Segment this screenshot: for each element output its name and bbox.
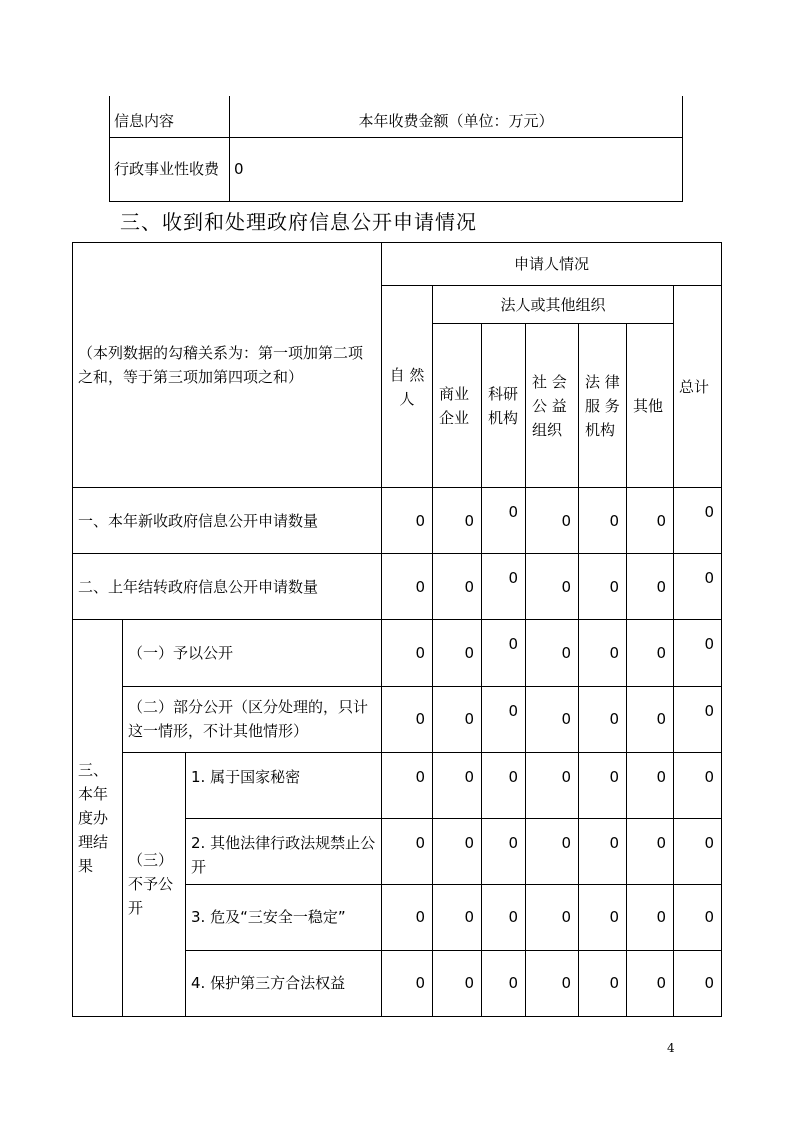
row2-value: 0 xyxy=(656,577,667,596)
fee-row-value: 0 xyxy=(230,138,683,202)
other-header: 其他 xyxy=(627,324,674,488)
row2-label: 二、上年结转政府信息公开申请数量 xyxy=(73,554,382,620)
row3b-value: 0 xyxy=(656,710,667,729)
row3a-value: 0 xyxy=(561,643,572,662)
fee-header-label: 信息内容 xyxy=(110,96,230,138)
row2-value: 0 xyxy=(674,554,722,620)
natural-person-header: 自 然 人 xyxy=(382,286,433,488)
row3c1-value: 0 xyxy=(579,752,627,818)
row3b-value: 0 xyxy=(415,710,426,729)
row3c-label: （三）不予公开 xyxy=(123,752,186,1016)
row3c2-value: 0 xyxy=(579,818,627,884)
row3c1-value: 0 xyxy=(627,752,674,818)
row3b-value: 0 xyxy=(561,710,572,729)
row3c2-label: 2. 其他法律行政法规禁止公开 xyxy=(186,818,382,884)
row3c2-value: 0 xyxy=(674,818,722,884)
row3c1-value: 0 xyxy=(526,752,579,818)
row3c3-value: 0 xyxy=(561,908,572,927)
table-note: （本列数据的勾稽关系为：第一项加第二项之和，等于第三项加第四项之和） xyxy=(73,243,382,488)
row3a-value: 0 xyxy=(464,643,475,662)
row3c4-value: 0 xyxy=(508,974,519,993)
row1-value: 0 xyxy=(415,511,426,530)
row3c3-value: 0 xyxy=(415,908,426,927)
row1-value: 0 xyxy=(464,511,475,530)
row3c2-value: 0 xyxy=(526,818,579,884)
row3c2-value: 0 xyxy=(382,818,433,884)
row3a-value: 0 xyxy=(415,643,426,662)
legal-service-header: 法 律 服 务 机构 xyxy=(579,324,627,488)
row3b-value: 0 xyxy=(464,710,475,729)
row3b-label: （二）部分公开（区分处理的，只计这一情形，不计其他情形） xyxy=(123,686,382,752)
row3c2-value: 0 xyxy=(627,818,674,884)
research-header: 科研机构 xyxy=(482,324,526,488)
table-row xyxy=(73,686,722,752)
row3b-value: 0 xyxy=(674,686,722,752)
row2-value: 0 xyxy=(609,577,620,596)
application-table xyxy=(72,242,722,1017)
row3c4-label: 4. 保护第三方合法权益 xyxy=(186,950,382,1016)
row3c1-value: 0 xyxy=(382,752,433,818)
row3a-label: （一）予以公开 xyxy=(123,620,382,686)
page-number: 4 xyxy=(667,1041,675,1055)
section-title: 三、收到和处理政府信息公开申请情况 xyxy=(120,210,477,234)
row1-value: 0 xyxy=(482,488,526,554)
row3a-value: 0 xyxy=(609,643,620,662)
row1-value: 0 xyxy=(674,488,722,554)
row2-value: 0 xyxy=(415,577,426,596)
row3b-value: 0 xyxy=(482,686,526,752)
row1-value: 0 xyxy=(656,511,667,530)
table-row xyxy=(73,752,722,818)
row3c1-label: 1. 属于国家秘密 xyxy=(186,752,382,818)
legal-group-header: 法人或其他组织 xyxy=(433,286,674,324)
fee-header-value: 本年收费金额（单位：万元） xyxy=(230,96,683,138)
fee-data-row xyxy=(110,138,683,202)
row2-value: 0 xyxy=(561,577,572,596)
fee-row-label: 行政事业性收费 xyxy=(110,138,230,202)
row3c4-value: 0 xyxy=(561,974,572,993)
row3c2-value: 0 xyxy=(482,818,526,884)
row3a-value: 0 xyxy=(482,620,526,686)
row3c4-value: 0 xyxy=(415,974,426,993)
row1-label: 一、本年新收政府信息公开申请数量 xyxy=(73,488,382,554)
row3c1-value: 0 xyxy=(433,752,482,818)
table-row xyxy=(73,488,722,554)
row3c3-value: 0 xyxy=(508,908,519,927)
total-header: 总计 xyxy=(674,286,722,488)
table-row xyxy=(73,620,722,686)
row3c3-value: 0 xyxy=(704,908,715,927)
row2-value: 0 xyxy=(464,577,475,596)
row3c3-value: 0 xyxy=(609,908,620,927)
row3c4-value: 0 xyxy=(656,974,667,993)
commercial-header: 商业企业 xyxy=(433,324,482,488)
fee-header-row xyxy=(110,96,683,138)
row3c1-value: 0 xyxy=(674,752,722,818)
row3c3-label: 3. 危及“三安全一稳定” xyxy=(186,884,382,950)
row3c3-value: 0 xyxy=(656,908,667,927)
row1-value: 0 xyxy=(561,511,572,530)
row3-group-label: 三、本年度办理结果 xyxy=(73,620,123,1017)
row3c3-value: 0 xyxy=(464,908,475,927)
applicant-header: 申请人情况 xyxy=(382,243,722,286)
fee-table xyxy=(109,96,683,202)
row2-value: 0 xyxy=(482,554,526,620)
row3c4-value: 0 xyxy=(464,974,475,993)
row3c4-value: 0 xyxy=(609,974,620,993)
social-header: 社 会 公 益 组织 xyxy=(526,324,579,488)
row3b-value: 0 xyxy=(609,710,620,729)
row3c4-value: 0 xyxy=(704,974,715,993)
header-row-1 xyxy=(73,243,722,286)
row3a-value: 0 xyxy=(674,620,722,686)
row3c2-value: 0 xyxy=(433,818,482,884)
row1-value: 0 xyxy=(609,511,620,530)
row3a-value: 0 xyxy=(656,643,667,662)
table-row xyxy=(73,554,722,620)
row3c1-value: 0 xyxy=(482,752,526,818)
